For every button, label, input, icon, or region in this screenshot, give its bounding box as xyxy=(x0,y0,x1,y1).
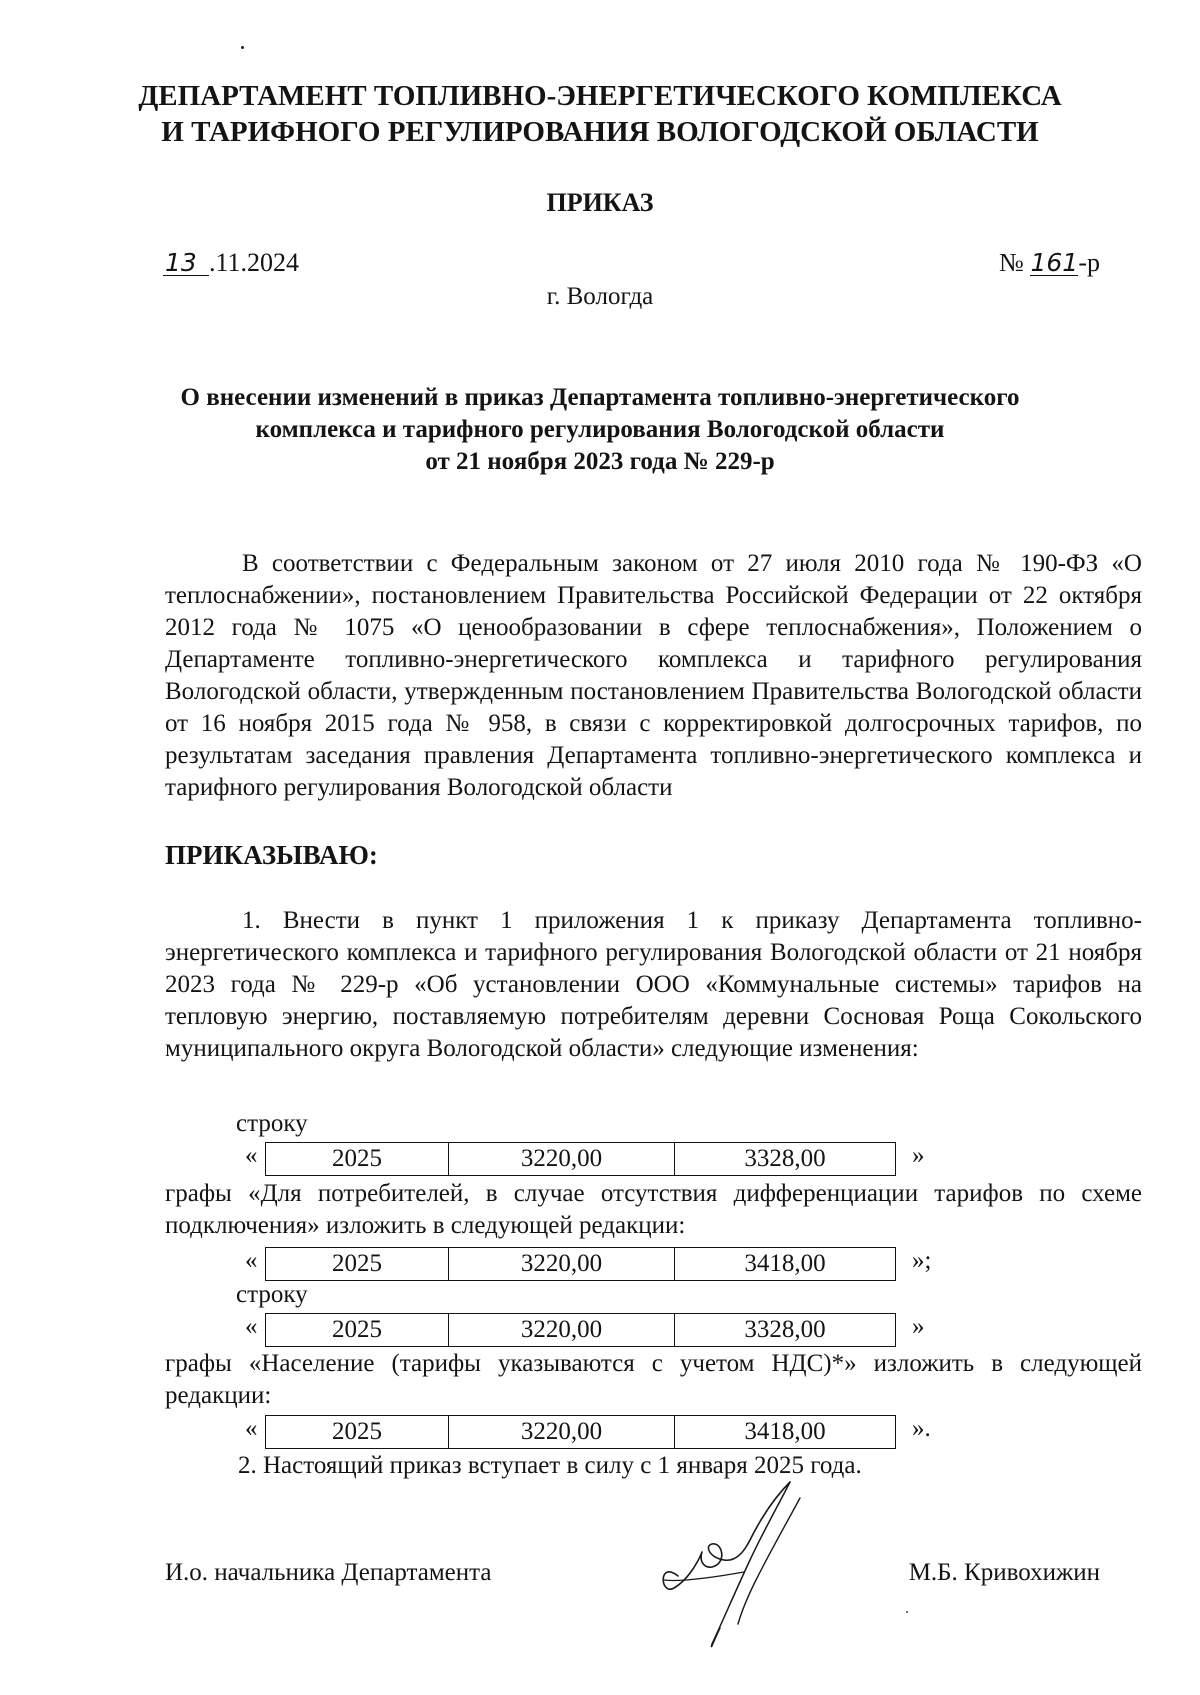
table-cell-value: 3328,00 xyxy=(744,1145,826,1172)
number-prefix: № xyxy=(999,248,1024,277)
quote-close: ». xyxy=(912,1415,931,1442)
department-header xyxy=(0,78,1200,150)
column-2-instruction: графы «Население (тарифы указываются с учетом НДС)*» изложить в следующей редакции: xyxy=(165,1350,1142,1409)
order-subject xyxy=(0,382,1200,478)
quote-close: »; xyxy=(912,1247,932,1274)
department-line-1: ДЕПАРТАМЕНТ ТОПЛИВНО-ЭНЕРГЕТИЧЕСКОГО КОМПЛЕКСА xyxy=(138,80,1062,112)
city: г. Вологда xyxy=(546,283,654,310)
date-month-year: .11.2024 xyxy=(209,248,300,277)
quote-open: « xyxy=(245,1313,258,1340)
item-2-paragraph: 2. Настоящий приказ вступает в силу с 1 января 2025 года. xyxy=(238,1452,862,1479)
handwritten-day: 13 xyxy=(163,251,209,276)
subject-line-1: О внесении изменений в приказ Департамента топливно-энергетического xyxy=(180,384,1020,411)
department-line-2: И ТАРИФНОГО РЕГУЛИРОВАНИЯ ВОЛОГОДСКОЙ ОБЛАСТИ xyxy=(161,116,1039,148)
word-row-1: строку xyxy=(236,1110,308,1137)
word-row-2: строку xyxy=(236,1281,308,1308)
table-cell-value: 3220,00 xyxy=(449,1314,675,1346)
table-cell-value: 3328,00 xyxy=(744,1316,826,1343)
subject-line-3: от 21 ноября 2023 года № 229-р xyxy=(425,448,775,475)
quote-open: « xyxy=(245,1142,258,1169)
quote-open: « xyxy=(245,1415,258,1442)
scan-speck xyxy=(241,46,244,49)
table-cell-year: 2025 xyxy=(266,1314,449,1346)
table-cell-value: 3220,00 xyxy=(449,1416,675,1448)
table-cell-year: 2025 xyxy=(266,1248,449,1280)
item-1-paragraph: 1. Внести в пункт 1 приложения 1 к приказу Департамента топливно-энергетического комплекса и тарифного регулирования Вологодской области от 21 ноября 2023 года № 229-р «Об установлении ООО «Коммунальные системы» тарифов на тепловую энергию, поставляемую потребителям деревни Сосновая Роща Сокольского муниципального округа Вологодской области» следующие изменения: xyxy=(165,907,1142,1062)
table-row-new-2 xyxy=(265,1415,896,1449)
table-cell-year: 2025 xyxy=(266,1143,449,1175)
legal-basis-paragraph: В соответствии с Федеральным законом от 27 июля 2010 года № 190-ФЗ «О теплоснабжении», постановлением Правительства Российской Федерации от 22 октября 2012 года № 1075 «О ценообразовании в сфере теплоснабжения», Положением о Департаменте топливно-энергетического комплекса и тарифного регулирования Вологодской области, утвержденным постановлением Правительства Вологодской области от 16 ноября 2015 года № 958, в связи с корректировкой долгосрочных тарифов, по результатам заседания правления Департамента топливно-энергетического комплекса и тарифного регулирования Вологодской области xyxy=(165,550,1142,801)
signatory-name: М.Б. Кривохижин xyxy=(908,1559,1100,1586)
table-row-old-2 xyxy=(265,1313,896,1347)
table-row-new-1 xyxy=(265,1247,896,1281)
quote-open: « xyxy=(245,1247,258,1274)
scan-speck xyxy=(906,1611,908,1613)
order-date xyxy=(163,248,299,278)
quote-close: » xyxy=(912,1313,925,1340)
table-cell-value: 3418,00 xyxy=(744,1250,826,1277)
subject-line-2: комплекса и тарифного регулирования Вологодской области xyxy=(255,416,945,443)
signatory-position: И.о. начальника Департамента xyxy=(165,1559,492,1586)
document-type: ПРИКАЗ xyxy=(546,188,654,217)
table-cell-value: 3418,00 xyxy=(744,1418,826,1445)
table-cell-value: 3220,00 xyxy=(449,1143,675,1175)
table-row-old-1 xyxy=(265,1142,896,1176)
column-1-instruction: графы «Для потребителей, в случае отсутствия дифференциации тарифов по схеме подключения» изложить в следующей редакции: xyxy=(165,1180,1142,1239)
handwritten-number: 161 xyxy=(1030,248,1079,277)
table-cell-year: 2025 xyxy=(266,1416,449,1448)
number-suffix: -р xyxy=(1078,248,1100,277)
quote-close: » xyxy=(912,1142,925,1169)
handwritten-signature xyxy=(640,1468,840,1668)
order-number xyxy=(999,248,1100,278)
orders-word: ПРИКАЗЫВАЮ: xyxy=(165,840,378,870)
table-cell-value: 3220,00 xyxy=(449,1248,675,1280)
